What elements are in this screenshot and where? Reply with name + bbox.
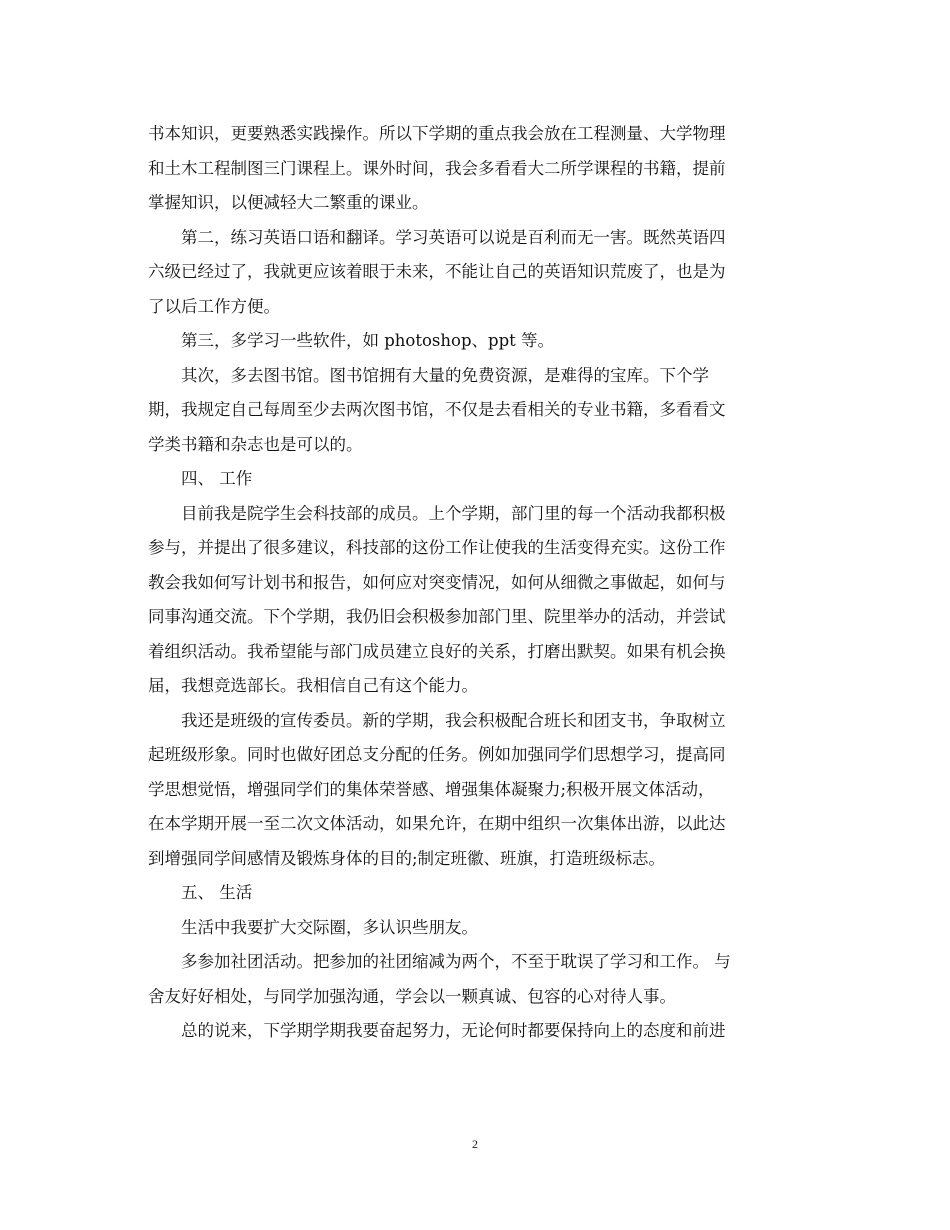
paragraph-start-line: 其次，多去图书馆。图书馆拥有大量的免费资源，是难得的宝库。下个学 [181, 365, 709, 385]
section-heading-life: 五、 生活 [181, 883, 253, 902]
text-line: 在本学期开展一至二次文体活动，如果允许，在期中组织一次集体出游，以此达 [148, 814, 726, 833]
text-line: 了以后工作方便。 [148, 296, 280, 316]
text-line: 参与，并提出了很多建议，科技部的这份工作让使我的生活变得充实。这份工作 [148, 538, 726, 557]
text-line: 六级已经过了，我就更应该着眼于未来，不能让自己的英语知识荒废了，也是为 [148, 262, 726, 281]
text-line: 舍友好好相处，与同学加强沟通，学会以一颗真诚、包容的心对待人事。 [148, 986, 676, 1006]
text-line: 到增强同学间感情及锻炼身体的目的;制定班徽、班旗，打造班级标志。 [148, 848, 666, 868]
section-heading-work: 四、 工作 [181, 469, 253, 488]
text-line: 书本知识，更要熟悉实践操作。所以下学期的重点我会放在工程测量、大学物理 [148, 124, 726, 143]
text-line: 届，我想竞选部长。我相信自己有这个能力。 [148, 676, 478, 695]
text-line: 掌握知识，以便减轻大二繁重的课业。 [148, 193, 429, 212]
paragraph-start-line: 目前我是院学生会科技部的成员。上个学期，部门里的每一个活动我都积极 [181, 503, 726, 523]
document-body [148, 117, 808, 1049]
text-line: 期，我规定自己每周至少去两次图书馆，不仅是去看相关的专业书籍，多看看文 [148, 400, 726, 419]
paragraph-start-line: 生活中我要扩大交际圈，多认识些朋友。 [181, 917, 478, 937]
text-line: 同事沟通交流。下个学期，我仍旧会积极参加部门里、院里举办的活动，并尝试 [148, 607, 726, 626]
text-line: 起班级形象。同时也做好团总支分配的任务。例如加强同学们思想学习，提高同 [148, 745, 726, 764]
paragraph-start-line: 我还是班级的宣传委员。新的学期，我会积极配合班长和团支书，争取树立 [181, 710, 726, 730]
paragraph-start-line: 总的说来，下学期学期我要奋起努力，无论何时都要保持向上的态度和前进 [181, 1021, 726, 1040]
paragraph-start-line: 第二，练习英语口语和翻译。学习英语可以说是百利而无一害。既然英语四 [181, 227, 726, 247]
text-line: 教会我如何写计划书和报告，如何应对突变情况，如何从细微之事做起，如何与 [148, 572, 726, 592]
page-number: 2 [472, 1137, 478, 1151]
text-line: 和土木工程制图三门课程上。课外时间，我会多看看大二所学课程的书籍，提前 [148, 158, 726, 178]
text-line: 着组织活动。我希望能与部门成员建立良好的关系，打磨出默契。如果有机会换 [148, 641, 726, 661]
text-line: 学类书籍和杂志也是可以的。 [148, 434, 363, 454]
paragraph-start-line: 多参加社团活动。把参加的社团缩减为两个，不至于耽误了学习和工作。 与 [181, 952, 731, 971]
paragraph-start-line: 第三，多学习一些软件，如 photoshop、ppt 等。 [181, 331, 555, 350]
text-line: 学思想觉悟，增强同学们的集体荣誉感、增强集体凝聚力;积极开展文体活动， [148, 779, 715, 799]
